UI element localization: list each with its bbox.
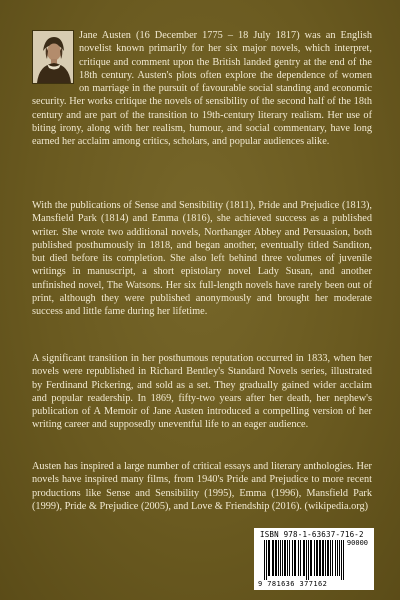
barcode-bar xyxy=(332,540,333,576)
barcode-bar xyxy=(327,540,329,576)
biography-paragraph-4: Austen has inspired a large number of critical essays and literary anthologies. Her novels have inspired many films, from 1940's Pride and Prejudice to more recent productions like Sense and Sensibility (1995), Emma (1996), Mansfield Park (1999), Pride & Prejudice (2005), and Love & Friendship (2016). (wikipedia.org) xyxy=(32,461,372,512)
biography-paragraph-2: With the publications of Sense and Sensibility (1811), Pride and Prejudice (1813), Mansfield Park (1814) and Emma (1816), she achieved success as a published writer. She wrote two additional novels, Northanger Abbey and Persuasion, both published posthumously in 1818, and began another, eventually titled Sanditon, but died before its completion. She also left behind three volumes of juvenile writings in manuscript, a short epistolary novel Lady Susan, and another unfinished novel, The Watsons. Her six full-length novels have rarely been out of print, although they were published anonymously and brought her moderate success and little fame during her lifetime. xyxy=(32,200,372,318)
barcode-bar xyxy=(319,540,321,576)
barcode-bar xyxy=(287,540,288,576)
barcode-bars xyxy=(258,540,370,580)
barcode-bar xyxy=(275,540,277,576)
barcode-bar xyxy=(325,540,326,576)
paragraph-1-text: Jane Austen (16 December 1775 – 18 July 1817) was an English novelist known primarily for her six major novels, which interpret, critique and comment upon the British landed gentry at the end of the 18th century. Austen's plots often explore the dependence of women on marriage in the pursuit of favourable social standing and economic security. Her works critique the novels of sensibility of the second half of the 18th century and are part of the transition to 19th-century literary realism. Her use of biting irony, along with her realism, humour, and social commentary, have long earned her acclaim among critics, scholars, and popular audiences alike. xyxy=(32,30,372,148)
barcode-bar xyxy=(322,540,324,576)
barcode-bar xyxy=(268,540,270,576)
barcode-bar xyxy=(337,540,338,576)
barcode-digits: 9 781636 377162 xyxy=(258,580,328,588)
isbn-barcode xyxy=(254,528,374,590)
barcode-bar xyxy=(284,540,286,576)
biography-paragraph-1 xyxy=(32,29,372,149)
barcode-bar xyxy=(306,540,307,580)
barcode-bar xyxy=(289,540,290,576)
barcode-bar xyxy=(303,540,305,576)
price-code: 90000 xyxy=(346,539,368,547)
barcode-bar xyxy=(272,540,274,576)
barcode-bar xyxy=(341,540,342,580)
barcode-bar xyxy=(292,540,293,576)
barcode-bar xyxy=(294,540,296,576)
biography-paragraph-3: A significant transition in her posthumous reputation occurred in 1833, when her novels were republished in Richard Bentley's Standard Novels series, illustrated by Ferdinand Pickering, and sold as a set. They gradually gained wider acclaim and popular readership. In 1869, fifty-two years after her death, her nephew's publication of A Memoir of Jane Austen introduced a compelling version of her writing career and supposedly uneventful life to an eager audience. xyxy=(32,353,372,431)
barcode-bar xyxy=(316,540,318,576)
barcode-bar xyxy=(298,540,299,576)
barcode-bar xyxy=(282,540,283,576)
barcode-bar xyxy=(330,540,331,576)
barcode-bar xyxy=(300,540,301,576)
barcode-bar xyxy=(278,540,279,576)
barcode-bar xyxy=(266,540,267,580)
isbn-label: ISBN 978-1-63637-716-2 xyxy=(260,530,364,539)
barcode-bar xyxy=(280,540,281,576)
barcode-bar xyxy=(343,540,344,580)
barcode-bar xyxy=(264,540,265,580)
barcode-bar xyxy=(339,540,340,576)
barcode-bar xyxy=(310,540,312,576)
barcode-bar xyxy=(314,540,315,576)
portrait-spacer xyxy=(32,29,79,84)
barcode-bar xyxy=(335,540,336,576)
barcode-bar xyxy=(308,540,309,580)
